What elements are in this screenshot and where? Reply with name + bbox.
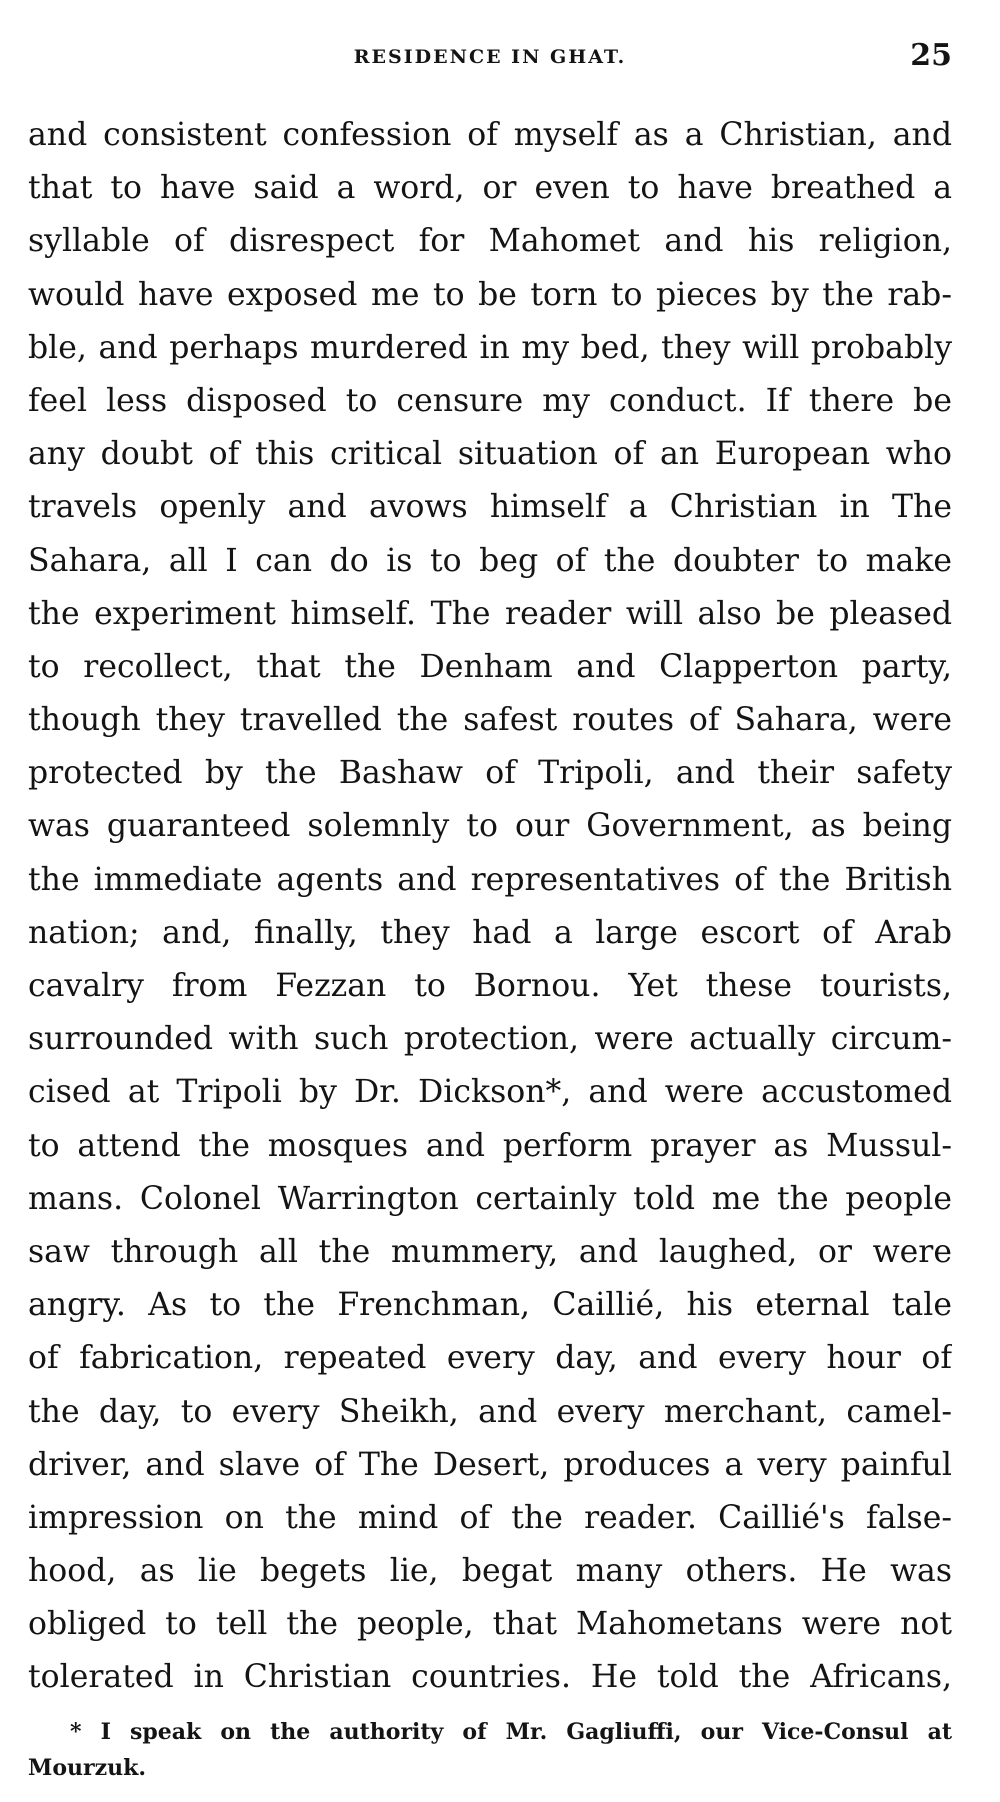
text-line: nation; and, finally, they had a large escort of Arab	[28, 914, 952, 951]
text-line: travels openly and avows himself a Christian in The	[28, 489, 952, 526]
running-head	[28, 38, 952, 88]
text-line: mans. Colonel Warrington certainly told me the people	[28, 1180, 952, 1217]
text-line: feel less disposed to censure my conduct. If there be	[28, 382, 952, 419]
text-line: cised at Tripoli by Dr. Dickson*, and were accustomed	[28, 1074, 952, 1111]
text-line: angry. As to the Frenchman, Caillié, his eternal tale	[28, 1287, 952, 1324]
text-line: ble, and perhaps murdered in my bed, they will probably	[28, 329, 952, 366]
text-line: protected by the Bashaw of Tripoli, and their safety	[28, 755, 952, 792]
text-line: any doubt of this critical situation of an European who	[28, 436, 952, 473]
footnote	[28, 1714, 952, 1786]
text-line: to attend the mosques and perform prayer as Mussul-	[28, 1127, 952, 1164]
text-line: saw through all the mummery, and laughed, or were	[28, 1233, 952, 1270]
text-line: that to have said a word, or even to have breathed a	[28, 170, 952, 207]
text-line: would have exposed me to be torn to pieces by the rab-	[28, 276, 952, 313]
text-line: of fabrication, repeated every day, and every hour of	[28, 1340, 952, 1377]
text-line: cavalry from Fezzan to Bornou. Yet these tourists,	[28, 968, 952, 1004]
text-line: though they travelled the safest routes of Sahara, were	[28, 702, 952, 739]
text-line: to recollect, that the Denham and Clapperton party,	[28, 648, 952, 685]
page-number: 25	[910, 38, 952, 73]
text-line: the immediate agents and representatives of the British	[28, 861, 952, 898]
text-line: syllable of disrespect for Mahomet and his religion,	[28, 223, 952, 260]
text-line: hood, as lie begets lie, begat many others. He was	[28, 1553, 952, 1590]
running-title: RESIDENCE IN GHAT.	[353, 46, 627, 68]
text-line: the experiment himself. The reader will also be pleased	[28, 595, 952, 632]
text-line: impression on the mind of the reader. Caillié's false-	[28, 1499, 952, 1536]
text-line: surrounded with such protection, were actually circum-	[28, 1021, 952, 1058]
text-line: driver, and slave of The Desert, produces a very painful	[28, 1446, 952, 1483]
text-line: was guaranteed solemnly to our Government, as being	[28, 808, 952, 845]
text-line: Sahara, all I can do is to beg of the doubter to make	[28, 542, 952, 579]
body-text	[28, 109, 952, 1705]
text-line: the day, to every Sheikh, and every merchant, camel-	[28, 1393, 952, 1430]
text-line: and consistent confession of myself as a Christian, and	[28, 117, 952, 153]
footnote-line: * I speak on the authority of Mr. Gagliuffi, our Vice-Consul at	[70, 1719, 952, 1745]
text-line: tolerated in Christian countries. He told the Africans,	[28, 1659, 952, 1696]
footnote-line: Mourzuk.	[28, 1755, 147, 1781]
text-line: obliged to tell the people, that Mahometans were not	[28, 1606, 952, 1643]
